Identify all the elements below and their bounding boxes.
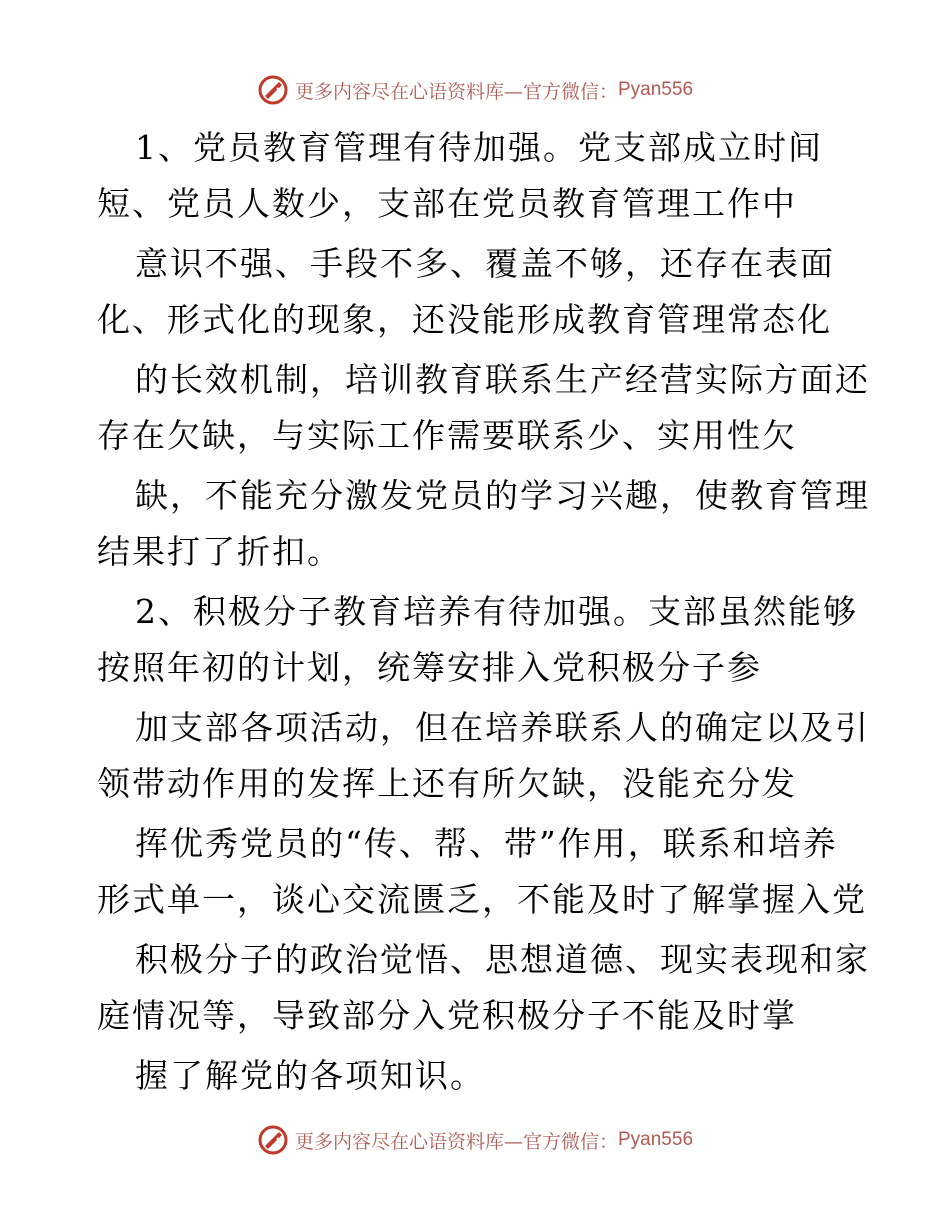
watermark-contact: Pyan556	[618, 1129, 694, 1150]
text-line: 庭情况等，导致部分入党积极分子不能及时掌	[97, 996, 797, 1035]
brand-logo-icon	[257, 1124, 289, 1156]
text-line: 结果打了折扣。	[97, 532, 342, 571]
text-line: 领带动作用的发挥上还有所欠缺，没能充分发	[97, 764, 797, 803]
text-line: 积极分子的政治觉悟、思想道德、现实表现和家	[135, 940, 870, 979]
text-line: 1、党员教育管理有待加强。党支部成立时间	[135, 128, 823, 167]
text-line: 握了解党的各项知识。	[135, 1056, 485, 1095]
text-line: 短、党员人数少，支部在党员教育管理工作中	[97, 184, 797, 223]
brand-logo-icon	[257, 74, 289, 106]
text-line: 的长效机制，培训教育联系生产经营实际方面还	[135, 360, 870, 399]
watermark-text: 更多内容尽在心语资料库—官方微信：	[294, 1130, 618, 1153]
text-line: 形式单一，谈心交流匮乏，不能及时了解掌握入党	[97, 880, 867, 919]
watermark-text: 更多内容尽在心语资料库—官方微信：	[294, 80, 618, 103]
text-line: 缺，不能充分激发党员的学习兴趣，使教育管理	[135, 476, 870, 515]
text-line: 存在欠缺，与实际工作需要联系少、实用性欠	[97, 416, 797, 455]
text-line: 2、积极分子教育培养有待加强。支部虽然能够	[135, 592, 858, 631]
footer-watermark	[0, 1120, 950, 1160]
watermark-contact: Pyan556	[618, 79, 694, 100]
text-line: 加支部各项活动，但在培养联系人的确定以及引	[135, 708, 870, 747]
text-line: 化、形式化的现象，还没能形成教育管理常态化	[97, 300, 832, 339]
text-line: 按照年初的计划，统筹安排入党积极分子参	[97, 648, 762, 687]
header-watermark	[0, 70, 950, 110]
text-line: 挥优秀党员的“传、帮、带”作用，联系和培养	[135, 824, 838, 863]
text-line: 意识不强、手段不多、覆盖不够，还存在表面	[135, 244, 835, 283]
